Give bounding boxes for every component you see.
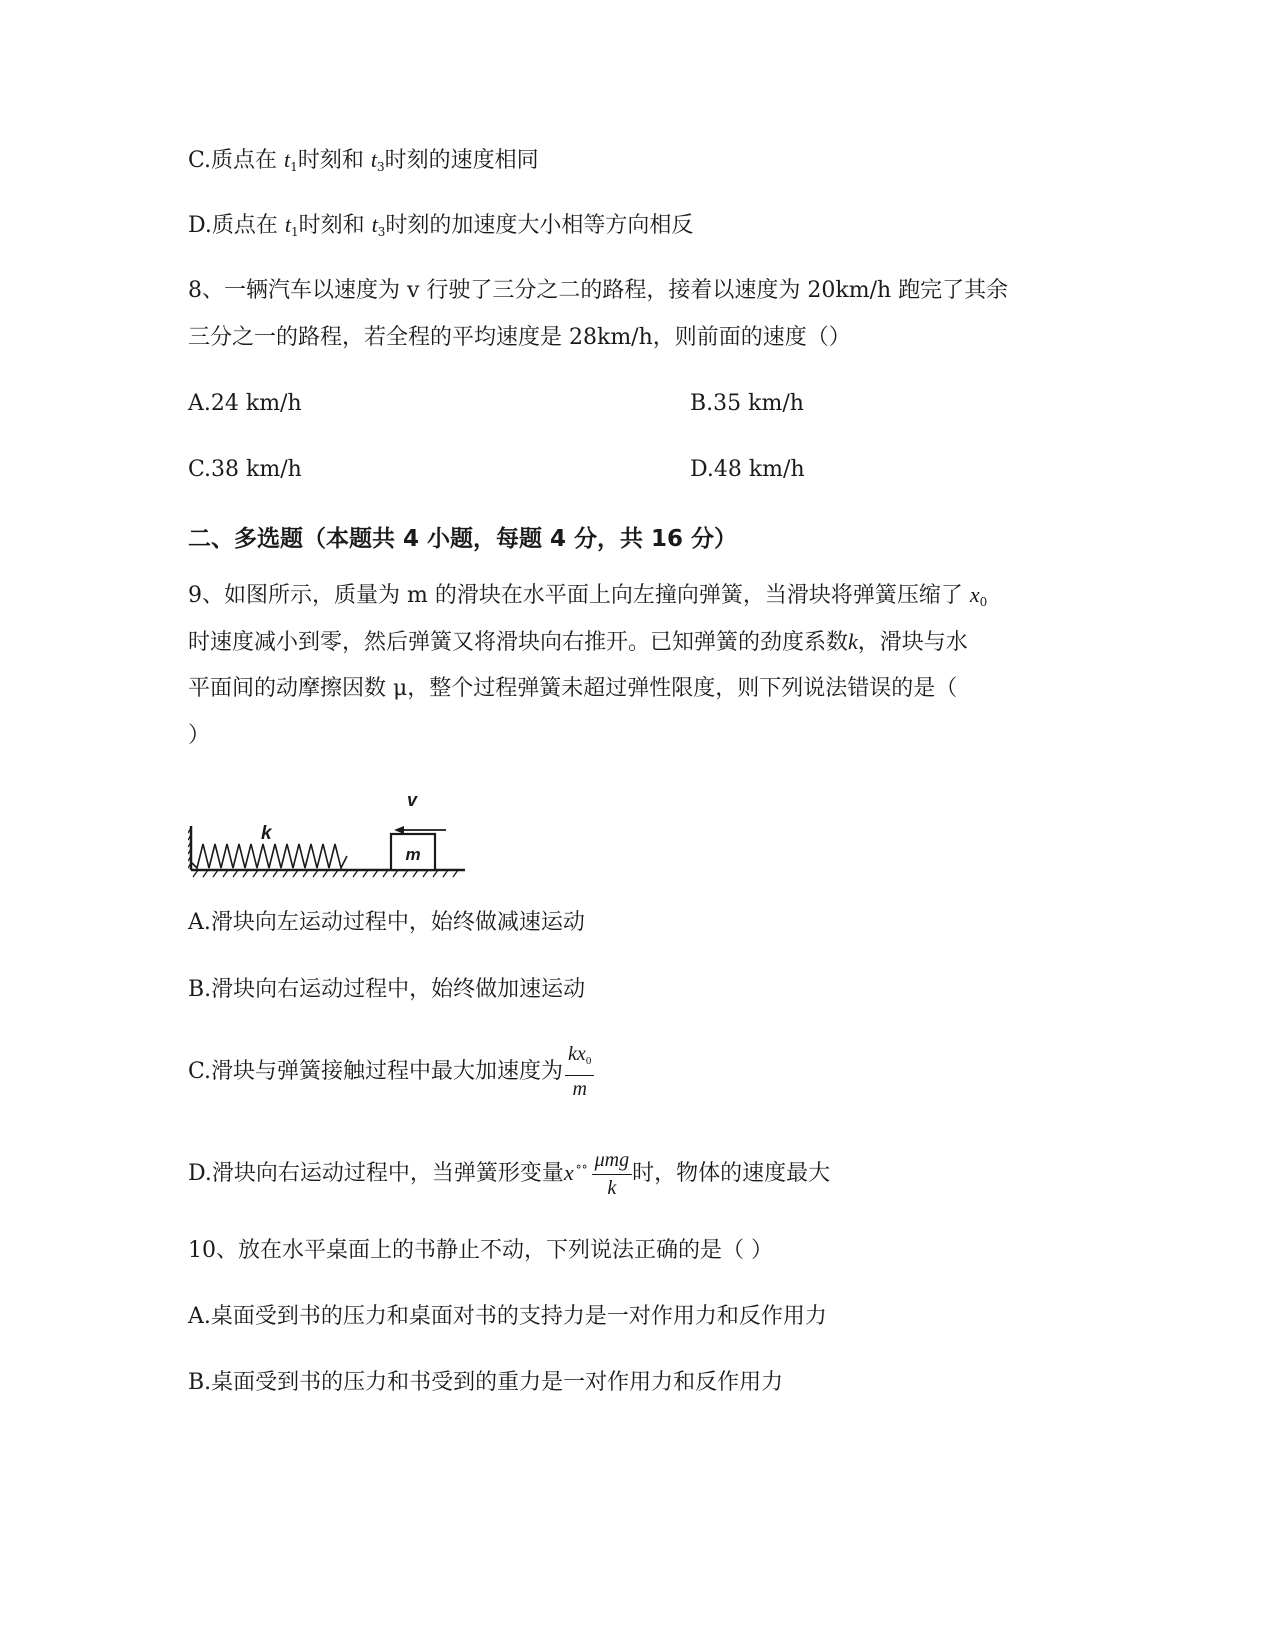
q7-option-d	[188, 210, 693, 247]
subscript-0: 0	[585, 1055, 592, 1067]
velocity-arrow-head	[394, 826, 404, 834]
q7-option-c-suffix: 时刻的速度相同	[384, 148, 539, 173]
q9-stem-line1-text: 9、如图所示，质量为 m 的滑块在水平面上向左撞向弹簧，当滑块将弹簧压缩了	[188, 583, 970, 608]
spring	[191, 844, 347, 868]
var-x: x	[563, 1160, 574, 1185]
fraction-numerator: μmg	[592, 1148, 632, 1175]
q9-option-d-suffix: 时，物体的速度最大	[632, 1161, 831, 1186]
spring-constant-label: k	[261, 823, 272, 844]
q7-option-c-mid: 时刻和	[297, 148, 371, 173]
q10-stem: 10、放在水平桌面上的书静止不动，下列说法正确的是（ ）	[188, 1238, 773, 1263]
unrendered-symbol: °°	[575, 1163, 588, 1177]
block-mass-label: m	[405, 845, 421, 864]
q7-option-c	[188, 145, 539, 182]
fraction-denominator: k	[607, 1176, 617, 1199]
var-t: t	[370, 147, 377, 172]
numerator-kx: kx	[568, 1043, 586, 1065]
q9-option-d	[188, 1140, 830, 1200]
q8-option-c: C.38 km/h	[188, 457, 302, 482]
fraction-mumg-over-k	[592, 1148, 632, 1201]
var-t: t	[371, 212, 378, 237]
q9-stem-line1	[188, 580, 987, 617]
subscript-3: 3	[376, 160, 385, 174]
subscript-3: 3	[377, 225, 386, 239]
q7-option-c-prefix: C.质点在	[188, 148, 285, 173]
fraction-kx0-over-m	[565, 1042, 594, 1102]
subscript-0: 0	[979, 595, 988, 609]
q8-option-d: D.48 km/h	[690, 457, 805, 482]
q8-stem-line1: 8、一辆汽车以速度为 v 行驶了三分之二的路程，接着以速度为 20km/h 跑完了其余	[188, 278, 1009, 303]
subscript-1: 1	[290, 225, 299, 239]
q9-stem-line3: 平面间的动摩擦因数 μ，整个过程弹簧未超过弹性限度，则下列说法错误的是（	[188, 676, 958, 701]
fraction-denominator: m	[572, 1078, 587, 1100]
q7-option-d-mid: 时刻和	[298, 213, 372, 238]
q9-option-a: A.滑块向左运动过程中，始终做减速运动	[188, 910, 585, 935]
subscript-1: 1	[290, 160, 298, 174]
q9-stem-line2-pre: 时速度减小到零，然后弹簧又将滑块向右推开。已知弹簧的劲度系数	[188, 630, 849, 655]
q9-stem-line2	[188, 627, 968, 658]
q9-option-c	[188, 1042, 594, 1102]
q7-option-d-prefix: D.质点在	[188, 213, 285, 238]
q9-stem-line2-post: ，滑块与水	[857, 630, 968, 655]
q9-option-b: B.滑块向右运动过程中，始终做加速运动	[188, 977, 586, 1002]
q8-stem-line2: 三分之一的路程，若全程的平均速度是 28km/h，则前面的速度（）	[188, 325, 851, 350]
section-heading: 二、多选题（本题共 4 小题，每题 4 分，共 16 分）	[188, 526, 738, 552]
var-t: t	[284, 147, 291, 172]
spring-block-figure	[188, 822, 478, 884]
velocity-label-box	[402, 788, 432, 812]
q10-option-a: A.桌面受到书的压力和桌面对书的支持力是一对作用力和反作用力	[188, 1304, 827, 1329]
fraction-numerator	[565, 1042, 594, 1076]
q7-option-d-suffix: 时刻的加速度大小相等方向相反	[385, 213, 694, 238]
var-t: t	[284, 212, 291, 237]
q9-option-d-prefix: D.滑块向右运动过程中，当弹簧形变量	[188, 1161, 564, 1186]
q8-option-a: A.24 km/h	[188, 391, 302, 416]
velocity-label-text: v	[407, 790, 418, 810]
q10-option-b: B.桌面受到书的压力和书受到的重力是一对作用力和反作用力	[188, 1370, 784, 1395]
var-k: k	[848, 629, 858, 654]
q9-option-c-text: C.滑块与弹簧接触过程中最大加速度为	[188, 1059, 564, 1084]
q9-stem-line4: ）	[188, 723, 211, 748]
q8-option-b: B.35 km/h	[690, 391, 804, 416]
var-x: x	[969, 582, 980, 607]
